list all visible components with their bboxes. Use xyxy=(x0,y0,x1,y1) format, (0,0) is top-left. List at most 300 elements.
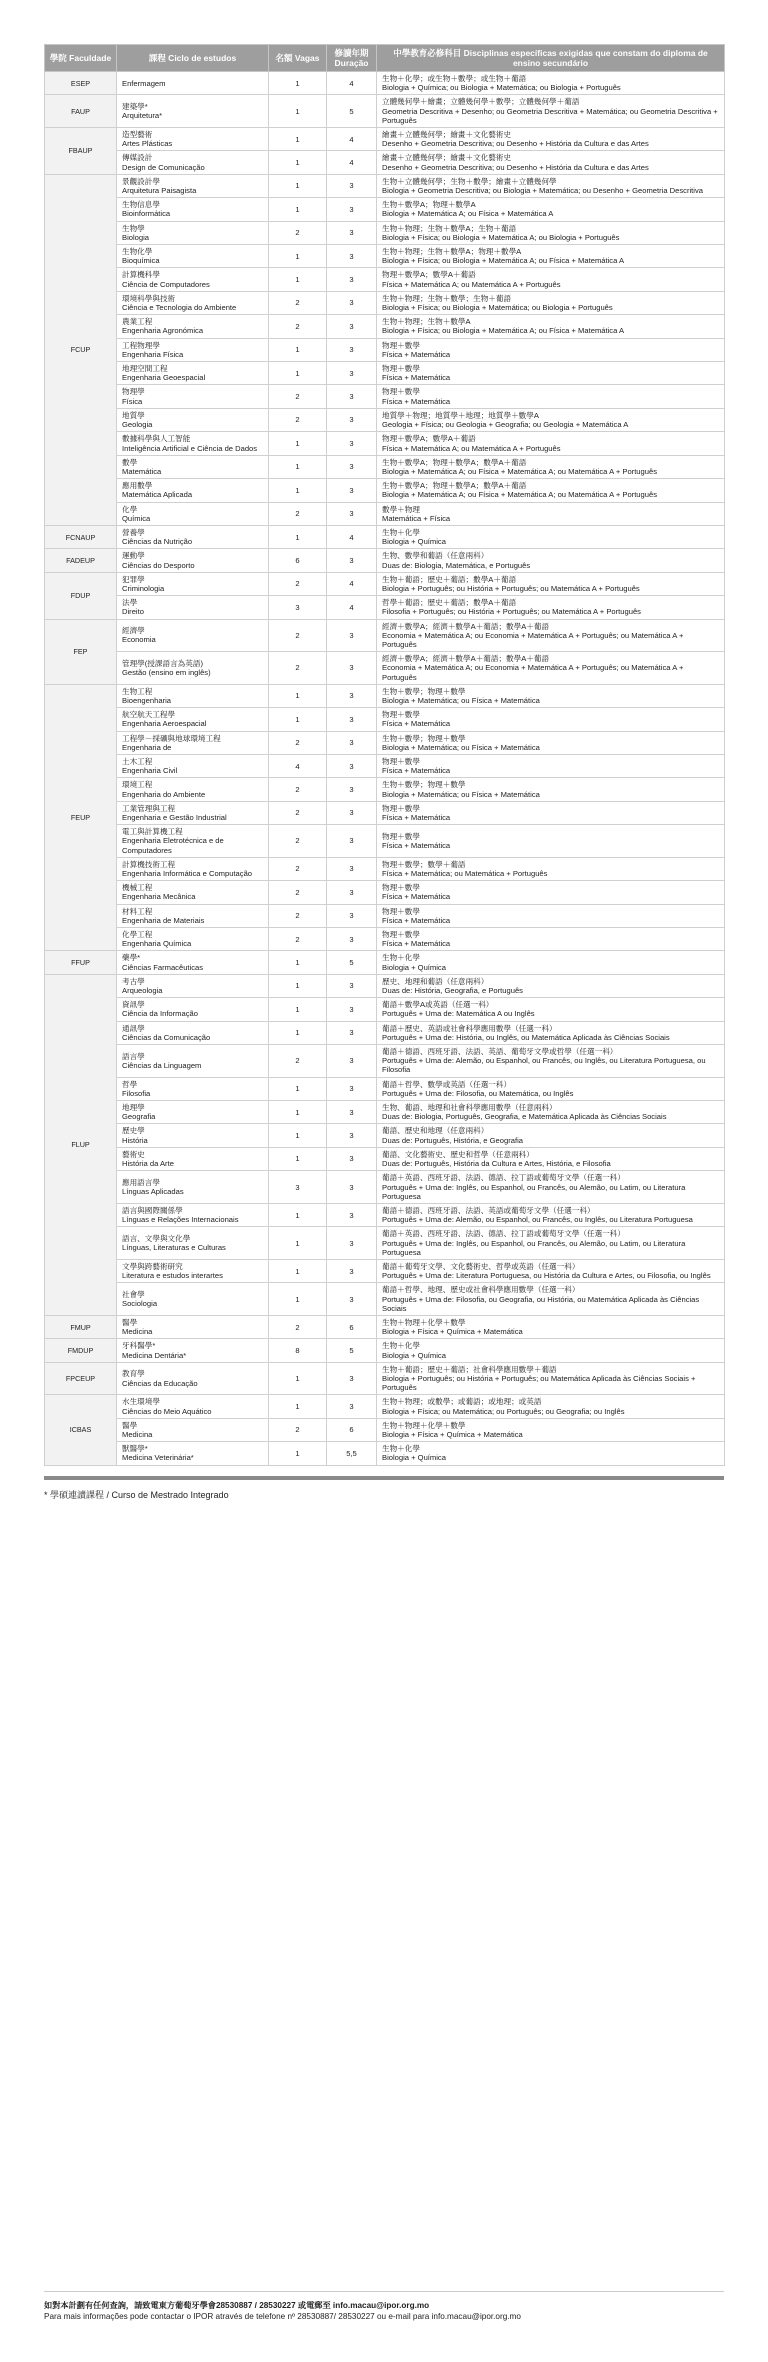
duration-cell: 3 xyxy=(327,1203,377,1226)
vagas-cell: 1 xyxy=(269,1395,327,1418)
disciplines-zh: 葡語＋英語、西班牙語、法語、德語、拉丁語或葡萄牙文學（任選一科） xyxy=(382,1229,625,1239)
vagas-cell: 2 xyxy=(269,904,327,927)
faculty-cell: FCUP xyxy=(45,174,117,525)
table-row xyxy=(45,754,725,777)
table-bottom-bar xyxy=(44,1476,724,1480)
disciplines-pt: Biologia + Física; ou Biologia + Matemática A; ou Física + Matemática A xyxy=(382,256,625,266)
course-cell xyxy=(117,1077,269,1100)
faculty-cell: FLUP xyxy=(45,974,117,1315)
course-name-pt: Geologia xyxy=(122,420,153,430)
disciplines-cell xyxy=(377,268,725,291)
course-name-zh: 應用語言學 xyxy=(122,1177,160,1187)
course-cell xyxy=(117,1442,269,1465)
vagas-cell: 1 xyxy=(269,1259,327,1282)
disciplines-cell xyxy=(377,801,725,824)
duration-cell: 4 xyxy=(327,151,377,174)
header-vagas: 名額 Vagas xyxy=(269,45,327,72)
table-row xyxy=(45,1362,725,1395)
course-name-pt: Engenharia e Gestão Industrial xyxy=(122,813,227,822)
duration-cell: 4 xyxy=(327,525,377,548)
course-name-pt: Engenharia Física xyxy=(122,349,184,359)
course-name-zh: 工程物理學 xyxy=(122,340,160,350)
course-name-zh: 機械工程 xyxy=(122,883,153,893)
course-name-zh: 航空航天工程學 xyxy=(122,710,176,720)
course-name-pt: Línguas e Relações Internacionais xyxy=(122,1215,239,1225)
disciplines-zh: 葡語＋德語、西班牙語、法語、英語或葡萄牙文學（任選一科） xyxy=(382,1205,595,1215)
disciplines-cell xyxy=(377,385,725,408)
course-name-pt: Ciências da Nutrição xyxy=(122,537,193,547)
vagas-cell: 2 xyxy=(269,385,327,408)
duration-cell: 3 xyxy=(327,479,377,502)
table-row xyxy=(45,362,725,385)
table-row xyxy=(45,904,725,927)
disciplines-cell xyxy=(377,1283,725,1316)
contact-block xyxy=(44,2291,724,2322)
table-row xyxy=(45,338,725,361)
disciplines-cell xyxy=(377,455,725,478)
disciplines-pt: Física + Matemática; ou Matemática + Português xyxy=(382,869,548,879)
disciplines-zh: 繪畫＋立體幾何學；繪畫＋文化藝術史 xyxy=(382,153,512,163)
disciplines-pt: Física + Matemática xyxy=(382,396,451,406)
course-name-zh: 工程學－採礦與地球環境工程 xyxy=(122,733,221,743)
course-name-zh: 教育學 xyxy=(122,1369,145,1379)
disciplines-pt: Geologia + Física; ou Geologia + Geografia; ou Geologia + Matemática A xyxy=(382,420,629,430)
disciplines-pt: Português + Uma de: Inglês, ou Espanhol, ou Francês, ou Alemão, ou Latim, ou Literatura Portuguesa xyxy=(382,1182,686,1201)
duration-cell: 3 xyxy=(327,708,377,731)
course-cell xyxy=(117,1203,269,1226)
faculty-cell: FEP xyxy=(45,619,117,684)
duration-cell: 3 xyxy=(327,857,377,880)
disciplines-zh: 生物＋化學 xyxy=(382,1341,420,1351)
disciplines-pt: Duas de: Português, História da Cultura e Artes, História, e Filosofia xyxy=(382,1159,611,1169)
course-name-zh: 環境科學與技術 xyxy=(122,293,176,303)
duration-cell: 3 xyxy=(327,174,377,197)
course-cell xyxy=(117,338,269,361)
vagas-cell: 6 xyxy=(269,549,327,572)
duration-cell: 3 xyxy=(327,549,377,572)
disciplines-zh: 葡語、歷史和地理（任意兩科） xyxy=(382,1126,489,1136)
course-name-zh: 生物信息學 xyxy=(122,200,160,210)
table-row xyxy=(45,684,725,707)
course-cell xyxy=(117,1021,269,1044)
disciplines-zh: 物理＋數學 xyxy=(382,387,420,397)
course-name-zh: 文學與跨藝術研究 xyxy=(122,1261,183,1271)
course-name-pt: Ciências da Linguagem xyxy=(122,1060,202,1070)
disciplines-zh: 葡語＋哲學、數學或英語（任選一科） xyxy=(382,1079,512,1089)
disciplines-pt: Economia + Matemática A; ou Economia + Matemática A + Português; ou Matemática A + Português xyxy=(382,663,684,682)
vagas-cell: 1 xyxy=(269,151,327,174)
course-cell xyxy=(117,198,269,221)
course-cell xyxy=(117,221,269,244)
disciplines-cell xyxy=(377,221,725,244)
course-name-pt: Ciências do Desporto xyxy=(122,560,195,570)
table-row xyxy=(45,432,725,455)
course-name-pt: Engenharia Química xyxy=(122,939,192,949)
course-name-pt: Biologia xyxy=(122,232,150,242)
course-name-zh: 應用數學 xyxy=(122,481,153,491)
course-cell xyxy=(117,1227,269,1260)
course-name-pt: Inteligência Artificial e Ciência de Dados xyxy=(122,443,258,453)
vagas-cell: 1 xyxy=(269,268,327,291)
vagas-cell: 1 xyxy=(269,1203,327,1226)
course-cell xyxy=(117,128,269,151)
course-name-pt: Criminologia xyxy=(122,583,165,593)
disciplines-cell xyxy=(377,998,725,1021)
disciplines-pt: Biologia + Matemática A; ou Física + Matemática A xyxy=(382,209,554,219)
course-name-pt: Engenharia Mecânica xyxy=(122,892,196,902)
faculty-cell: FMUP xyxy=(45,1315,117,1338)
vagas-cell: 1 xyxy=(269,951,327,974)
course-name-pt: Bioquímica xyxy=(122,256,160,266)
duration-cell: 3 xyxy=(327,1395,377,1418)
course-cell xyxy=(117,151,269,174)
disciplines-zh: 生物＋葡語；歷史＋葡語；社會科學應用數學＋葡語 xyxy=(382,1364,557,1374)
disciplines-pt: Português + Uma de: Filosofia, ou Geografia, ou História, ou Matemática Aplicada às Ciências Sociais xyxy=(382,1294,700,1313)
course-name-pt: Literatura e estudos interartes xyxy=(122,1271,223,1281)
table-header xyxy=(45,45,725,72)
disciplines-pt: Física + Matemática A; ou Matemática A + Português xyxy=(382,279,561,289)
disciplines-cell xyxy=(377,1418,725,1441)
table-row xyxy=(45,1021,725,1044)
disciplines-pt: Física + Matemática xyxy=(382,349,451,359)
disciplines-cell xyxy=(377,1442,725,1465)
table-row xyxy=(45,408,725,431)
table-row xyxy=(45,1395,725,1418)
disciplines-zh: 生物＋物理＋化學＋數學 xyxy=(382,1317,466,1327)
course-name-zh: 地理空間工程 xyxy=(122,364,168,374)
duration-cell: 3 xyxy=(327,408,377,431)
disciplines-cell xyxy=(377,974,725,997)
table-row xyxy=(45,525,725,548)
course-name-zh: 化學 xyxy=(122,504,138,514)
course-cell xyxy=(117,174,269,197)
vagas-cell: 1 xyxy=(269,684,327,707)
course-name-zh: 經濟學 xyxy=(122,626,145,636)
course-name-pt: Ciências Farmacêuticas xyxy=(122,962,204,972)
disciplines-pt: Física + Matemática xyxy=(382,373,451,383)
disciplines-pt: Biologia + Português; ou História + Português; ou Matemática A + Português xyxy=(382,583,640,593)
course-name-zh: 建築學* xyxy=(122,102,148,111)
course-name-zh: 造型藝術 xyxy=(122,130,153,140)
disciplines-pt: Desenho + Geometria Descritiva; ou Desenho + História da Cultura e das Artes xyxy=(382,139,649,149)
disciplines-zh: 生物＋物理；生物＋數學A xyxy=(382,317,471,327)
course-name-pt: Línguas Aplicadas xyxy=(122,1187,184,1197)
course-name-pt: Design de Comunicação xyxy=(122,162,205,172)
duration-cell: 3 xyxy=(327,338,377,361)
disciplines-cell xyxy=(377,198,725,221)
disciplines-zh: 生物＋數學；物理＋數學 xyxy=(382,686,466,696)
header-faculty: 學院 Faculdade xyxy=(45,45,117,72)
vagas-cell: 2 xyxy=(269,1418,327,1441)
course-name-zh: 計算機技術工程 xyxy=(122,859,176,869)
table-row xyxy=(45,1171,725,1204)
disciplines-zh: 葡語＋哲學、地理、歷史或社會科學應用數學（任選一科） xyxy=(382,1285,580,1295)
disciplines-zh: 生物＋數學A；物理＋數學A xyxy=(382,200,476,210)
header-disciplines: 中學教育必修科目 Disciplinas específicas exigidas que constam do diploma de ensino secundário xyxy=(377,45,725,72)
disciplines-zh: 物理＋數學A；數學A＋葡語 xyxy=(382,270,476,280)
course-cell xyxy=(117,754,269,777)
course-name-zh: 電工與計算機工程 xyxy=(122,827,183,837)
table-row xyxy=(45,385,725,408)
course-name-pt: Bioengenharia xyxy=(122,695,171,705)
course-cell xyxy=(117,904,269,927)
vagas-cell: 1 xyxy=(269,998,327,1021)
duration-cell: 3 xyxy=(327,1124,377,1147)
course-cell xyxy=(117,95,269,128)
course-name-pt: Arqueologia xyxy=(122,986,163,996)
duration-cell: 4 xyxy=(327,72,377,95)
vagas-cell: 1 xyxy=(269,338,327,361)
vagas-cell: 3 xyxy=(269,1171,327,1204)
disciplines-cell xyxy=(377,1395,725,1418)
disciplines-pt: Desenho + Geometria Descritiva; ou Desenho + História da Cultura e das Artes xyxy=(382,162,649,172)
course-cell xyxy=(117,408,269,431)
course-name-pt: Ciências da Educação xyxy=(122,1378,198,1388)
course-name-zh: 社會學 xyxy=(122,1289,145,1299)
vagas-cell: 1 xyxy=(269,479,327,502)
course-name-pt: Ciências do Meio Aquático xyxy=(122,1406,212,1416)
course-name-pt: Filosofia xyxy=(122,1088,151,1098)
disciplines-zh: 生物＋數學；物理＋數學 xyxy=(382,780,466,790)
disciplines-cell xyxy=(377,825,725,858)
table-row xyxy=(45,731,725,754)
disciplines-zh: 葡語、文化藝術史、歷史和哲學（任意兩科） xyxy=(382,1149,534,1159)
course-name-zh: 生物化學 xyxy=(122,247,153,257)
disciplines-pt: Geometria Descritiva + Desenho; ou Geometria Descritiva + Matemática; ou Geometria Descritiva + Português xyxy=(382,106,718,125)
disciplines-pt: Física + Matemática xyxy=(382,813,451,822)
course-name-zh: 犯罪學 xyxy=(122,574,145,584)
disciplines-zh: 物理＋數學 xyxy=(382,906,420,916)
disciplines-cell xyxy=(377,904,725,927)
course-name-zh: 物理學 xyxy=(122,387,145,397)
table-row xyxy=(45,1227,725,1260)
course-name-pt: Enfermagem xyxy=(122,78,166,88)
course-name-zh: 計算機科學 xyxy=(122,270,160,280)
duration-cell: 3 xyxy=(327,385,377,408)
course-name-pt: Engenharia Geoespacial xyxy=(122,373,206,383)
duration-cell: 3 xyxy=(327,754,377,777)
disciplines-cell xyxy=(377,95,725,128)
course-cell xyxy=(117,315,269,338)
footnote: * 學碩連讀課程 / Curso de Mestrado Integrado xyxy=(44,1489,229,1500)
table-row xyxy=(45,881,725,904)
course-cell xyxy=(117,1101,269,1124)
course-cell xyxy=(117,572,269,595)
disciplines-cell xyxy=(377,684,725,707)
disciplines-pt: Biologia + Matemática; ou Física + Matemática xyxy=(382,695,540,705)
duration-cell: 3 xyxy=(327,432,377,455)
vagas-cell: 2 xyxy=(269,731,327,754)
table-row xyxy=(45,1045,725,1078)
disciplines-pt: Biologia + Matemática; ou Física + Matemática xyxy=(382,742,540,752)
disciplines-pt: Biologia + Química xyxy=(382,537,446,547)
faculty-cell: FDUP xyxy=(45,572,117,619)
disciplines-zh: 生物、數學和葡語（任意兩科） xyxy=(382,551,489,561)
duration-cell: 3 xyxy=(327,1171,377,1204)
vagas-cell: 2 xyxy=(269,652,327,685)
disciplines-pt: Duas de: Biologia, Português, Geografia, e Matemática Aplicada às Ciências Sociais xyxy=(382,1112,667,1122)
course-cell xyxy=(117,362,269,385)
disciplines-cell xyxy=(377,245,725,268)
duration-cell: 3 xyxy=(327,221,377,244)
course-name-pt: Química xyxy=(122,513,151,523)
duration-cell: 6 xyxy=(327,1418,377,1441)
duration-cell: 3 xyxy=(327,1101,377,1124)
table-row xyxy=(45,1442,725,1465)
table-row xyxy=(45,998,725,1021)
disciplines-zh: 物理＋數學 xyxy=(382,803,420,813)
disciplines-cell xyxy=(377,291,725,314)
table-row xyxy=(45,1315,725,1338)
course-name-zh: 地質學 xyxy=(122,410,145,420)
disciplines-cell xyxy=(377,151,725,174)
vagas-cell: 1 xyxy=(269,1021,327,1044)
disciplines-zh: 生物＋數學A；物理＋數學A；數學A＋葡語 xyxy=(382,481,527,491)
contact-zh: 如對本計劃有任何查詢，請致電東方葡萄牙學會28530887 / 28530227 或電郵至 info.macau@ipor.org.mo xyxy=(44,2301,430,2310)
disciplines-zh: 生物＋數學A；物理＋數學A；數學A＋葡語 xyxy=(382,457,527,467)
course-name-zh: 法學 xyxy=(122,598,138,608)
disciplines-pt: Biologia + Química xyxy=(382,1453,446,1463)
table-row xyxy=(45,1339,725,1362)
course-name-zh: 工業管理與工程 xyxy=(122,803,176,813)
vagas-cell: 8 xyxy=(269,1339,327,1362)
vagas-cell: 1 xyxy=(269,525,327,548)
table-row xyxy=(45,1259,725,1282)
course-name-zh: 化學工程 xyxy=(122,930,153,940)
course-name-pt: História da Arte xyxy=(122,1159,174,1169)
vagas-cell: 1 xyxy=(269,455,327,478)
disciplines-pt: Biologia + Física; ou Biologia + Matemática A; ou Física + Matemática A xyxy=(382,326,625,336)
duration-cell: 5,5 xyxy=(327,1442,377,1465)
course-cell xyxy=(117,1418,269,1441)
duration-cell: 3 xyxy=(327,1077,377,1100)
disciplines-zh: 物理＋數學 xyxy=(382,710,420,720)
disciplines-cell xyxy=(377,479,725,502)
course-name-pt: Direito xyxy=(122,607,144,617)
disciplines-cell xyxy=(377,1101,725,1124)
course-name-pt: Gestão (ensino em inglês) xyxy=(122,667,211,677)
faculty-cell: FPCEUP xyxy=(45,1362,117,1395)
disciplines-cell xyxy=(377,128,725,151)
disciplines-zh: 生物＋數學；物理＋數學 xyxy=(382,733,466,743)
duration-cell: 3 xyxy=(327,315,377,338)
disciplines-cell xyxy=(377,1171,725,1204)
course-name-pt: Física xyxy=(122,396,143,406)
table-row xyxy=(45,502,725,525)
table-row xyxy=(45,1283,725,1316)
vagas-cell: 2 xyxy=(269,221,327,244)
course-name-pt: Medicina Dentária* xyxy=(122,1350,187,1360)
course-cell xyxy=(117,708,269,731)
table-row xyxy=(45,1101,725,1124)
course-name-pt: Engenharia Informática e Computação xyxy=(122,869,253,879)
disciplines-pt: Biologia + Química; ou Biologia + Matemática; ou Biologia + Português xyxy=(382,83,621,93)
disciplines-zh: 數學＋物理 xyxy=(382,504,420,514)
duration-cell: 4 xyxy=(327,128,377,151)
table-row xyxy=(45,1124,725,1147)
disciplines-zh: 生物＋化學 xyxy=(382,953,420,963)
table-row xyxy=(45,1147,725,1170)
course-name-zh: 藥學* xyxy=(122,953,141,963)
duration-cell: 3 xyxy=(327,291,377,314)
disciplines-pt: Física + Matemática xyxy=(382,915,451,925)
disciplines-pt: Português + Uma de: História, ou Inglês, ou Matemática Aplicada às Ciências Sociais xyxy=(382,1032,670,1042)
disciplines-pt: Português + Uma de: Alemão, ou Espanhol, ou Francês, ou Inglês, ou Literatura Portuguesa, ou Filosofia xyxy=(382,1056,706,1075)
disciplines-pt: Matemática + Física xyxy=(382,513,451,523)
disciplines-cell xyxy=(377,1259,725,1282)
disciplines-cell xyxy=(377,1021,725,1044)
course-name-zh: 考古學 xyxy=(122,976,145,986)
vagas-cell: 2 xyxy=(269,881,327,904)
disciplines-cell xyxy=(377,754,725,777)
table-body xyxy=(45,72,725,1466)
disciplines-zh: 生物＋化學；或生物＋數學；或生物＋葡語 xyxy=(382,74,527,83)
course-cell xyxy=(117,998,269,1021)
course-name-zh: 通訊學 xyxy=(122,1023,145,1033)
table-row xyxy=(45,549,725,572)
course-name-zh: 環境工程 xyxy=(122,780,153,790)
disciplines-pt: Física + Matemática xyxy=(382,892,451,902)
table-row xyxy=(45,801,725,824)
table-row xyxy=(45,825,725,858)
vagas-cell: 1 xyxy=(269,1442,327,1465)
disciplines-cell xyxy=(377,1124,725,1147)
disciplines-zh: 繪畫＋立體幾何學；繪畫＋文化藝術史 xyxy=(382,130,512,140)
disciplines-cell xyxy=(377,72,725,95)
disciplines-zh: 生物＋化學 xyxy=(382,1444,420,1454)
course-name-pt: Sociologia xyxy=(122,1299,158,1309)
course-cell xyxy=(117,951,269,974)
duration-cell: 3 xyxy=(327,1283,377,1316)
vagas-cell: 1 xyxy=(269,72,327,95)
disciplines-pt: Português + Uma de: Inglês, ou Espanhol, ou Francês, ou Alemão, ou Latim, ou Literatura Portuguesa xyxy=(382,1238,686,1257)
course-cell xyxy=(117,525,269,548)
course-name-pt: Ciência da Informação xyxy=(122,1009,198,1019)
disciplines-zh: 物理＋數學 xyxy=(382,831,420,841)
table-row xyxy=(45,315,725,338)
course-name-zh: 數據科學與人工智能 xyxy=(122,434,191,444)
course-name-zh: 土木工程 xyxy=(122,756,153,766)
course-name-zh: 哲學 xyxy=(122,1079,138,1089)
table-row xyxy=(45,1418,725,1441)
course-cell xyxy=(117,857,269,880)
disciplines-cell xyxy=(377,619,725,652)
faculty-cell: FBAUP xyxy=(45,128,117,175)
disciplines-zh: 物理＋數學 xyxy=(382,340,420,350)
vagas-cell: 1 xyxy=(269,1362,327,1395)
disciplines-cell xyxy=(377,1045,725,1078)
duration-cell: 5 xyxy=(327,1339,377,1362)
course-name-pt: Engenharia de Materiais xyxy=(122,915,205,925)
disciplines-cell xyxy=(377,408,725,431)
duration-cell: 3 xyxy=(327,198,377,221)
disciplines-cell xyxy=(377,502,725,525)
course-cell xyxy=(117,479,269,502)
course-name-pt: Bioinformática xyxy=(122,209,171,219)
course-cell xyxy=(117,385,269,408)
course-cell xyxy=(117,596,269,619)
course-name-zh: 數學 xyxy=(122,457,138,467)
disciplines-zh: 生物＋物理；生物＋數學A；生物＋葡語 xyxy=(382,223,517,233)
vagas-cell: 1 xyxy=(269,245,327,268)
programs-table-wrapper xyxy=(44,44,724,1501)
duration-cell: 3 xyxy=(327,245,377,268)
table-row xyxy=(45,174,725,197)
disciplines-zh: 生物、葡語、地理和社會科學應用數學（任意兩科） xyxy=(382,1103,557,1113)
table-row xyxy=(45,778,725,801)
vagas-cell: 1 xyxy=(269,362,327,385)
disciplines-cell xyxy=(377,731,725,754)
